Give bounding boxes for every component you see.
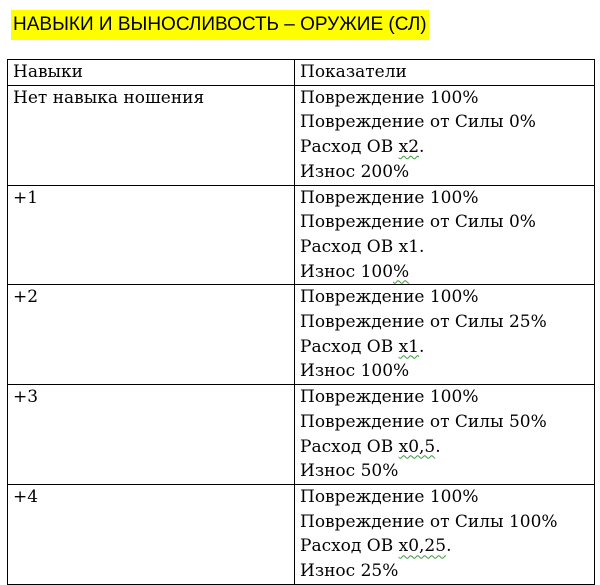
skill-cell: +1 bbox=[8, 185, 295, 285]
wear-line bbox=[300, 359, 594, 384]
table-row bbox=[8, 185, 595, 285]
ov-cost-suffix: . bbox=[435, 436, 441, 457]
strength-damage-text: Повреждение от Силы 0% bbox=[300, 112, 536, 133]
ov-cost-suffix: . bbox=[446, 536, 452, 557]
ov-cost-line bbox=[300, 335, 594, 360]
skill-cell: +4 bbox=[8, 484, 295, 584]
damage-text: Повреждение 100% bbox=[300, 387, 479, 408]
ov-cost-multiplier: х1 bbox=[398, 336, 420, 357]
strength-damage-text: Повреждение от Силы 100% bbox=[300, 511, 558, 532]
wear-value: % bbox=[393, 261, 410, 282]
column-header-skills: Навыки bbox=[8, 60, 295, 86]
stats-cell bbox=[295, 285, 595, 385]
strength-damage-text: Повреждение от Силы 50% bbox=[300, 411, 547, 432]
wear-text: Износ 25% bbox=[300, 561, 399, 582]
damage-text: Повреждение 100% bbox=[300, 287, 479, 308]
damage-text: Повреждение 100% bbox=[300, 187, 479, 208]
ov-cost-multiplier: х1 bbox=[398, 236, 420, 257]
skill-cell: Нет навыка ношения bbox=[8, 85, 295, 185]
stats-cell bbox=[295, 85, 595, 185]
ov-cost-label: Расход ОВ bbox=[300, 137, 399, 158]
ov-cost-suffix: . bbox=[419, 236, 425, 257]
ov-cost-label: Расход ОВ bbox=[300, 536, 399, 557]
ov-cost-suffix: . bbox=[419, 336, 425, 357]
ov-cost-multiplier: х0,5 bbox=[398, 436, 436, 457]
damage-text: Повреждение 100% bbox=[300, 486, 479, 507]
ov-cost-label: Расход ОВ bbox=[300, 436, 399, 457]
table-header-row bbox=[8, 60, 595, 86]
table-row bbox=[8, 285, 595, 385]
wear-text: Износ 200% bbox=[300, 161, 410, 182]
document-title: НАВЫКИ И ВЫНОСЛИВОСТЬ – ОРУЖИЕ (СЛ) bbox=[11, 10, 429, 40]
wear-text: Износ 50% bbox=[300, 461, 399, 482]
skill-cell: +3 bbox=[8, 385, 295, 485]
strength-damage-text: Повреждение от Силы 0% bbox=[300, 212, 536, 233]
ov-cost-line bbox=[300, 135, 594, 160]
ov-cost-line bbox=[300, 235, 594, 260]
ov-cost-line bbox=[300, 435, 594, 460]
ov-cost-label: Расход ОВ bbox=[300, 236, 399, 257]
table-row bbox=[8, 385, 595, 485]
skill-cell: +2 bbox=[8, 285, 295, 385]
wear-text: Износ 100 bbox=[300, 261, 394, 282]
ov-cost-label: Расход ОВ bbox=[300, 336, 399, 357]
ov-cost-multiplier: х2 bbox=[398, 137, 420, 158]
wear-text: Износ 100% bbox=[300, 361, 410, 382]
table-row bbox=[8, 484, 595, 584]
table-row bbox=[8, 85, 595, 185]
wear-line bbox=[300, 459, 594, 484]
wear-line bbox=[300, 260, 594, 285]
stats-cell bbox=[295, 185, 595, 285]
column-header-stats: Показатели bbox=[295, 60, 595, 86]
ov-cost-multiplier: х0,25 bbox=[398, 536, 447, 557]
strength-damage-text: Повреждение от Силы 25% bbox=[300, 312, 547, 333]
skills-table bbox=[7, 59, 595, 585]
wear-line bbox=[300, 160, 594, 185]
title-block bbox=[11, 10, 429, 40]
wear-line bbox=[300, 559, 594, 584]
stats-cell bbox=[295, 484, 595, 584]
ov-cost-suffix: . bbox=[419, 137, 425, 158]
stats-cell bbox=[295, 385, 595, 485]
damage-text: Повреждение 100% bbox=[300, 87, 479, 108]
ov-cost-line bbox=[300, 534, 594, 559]
